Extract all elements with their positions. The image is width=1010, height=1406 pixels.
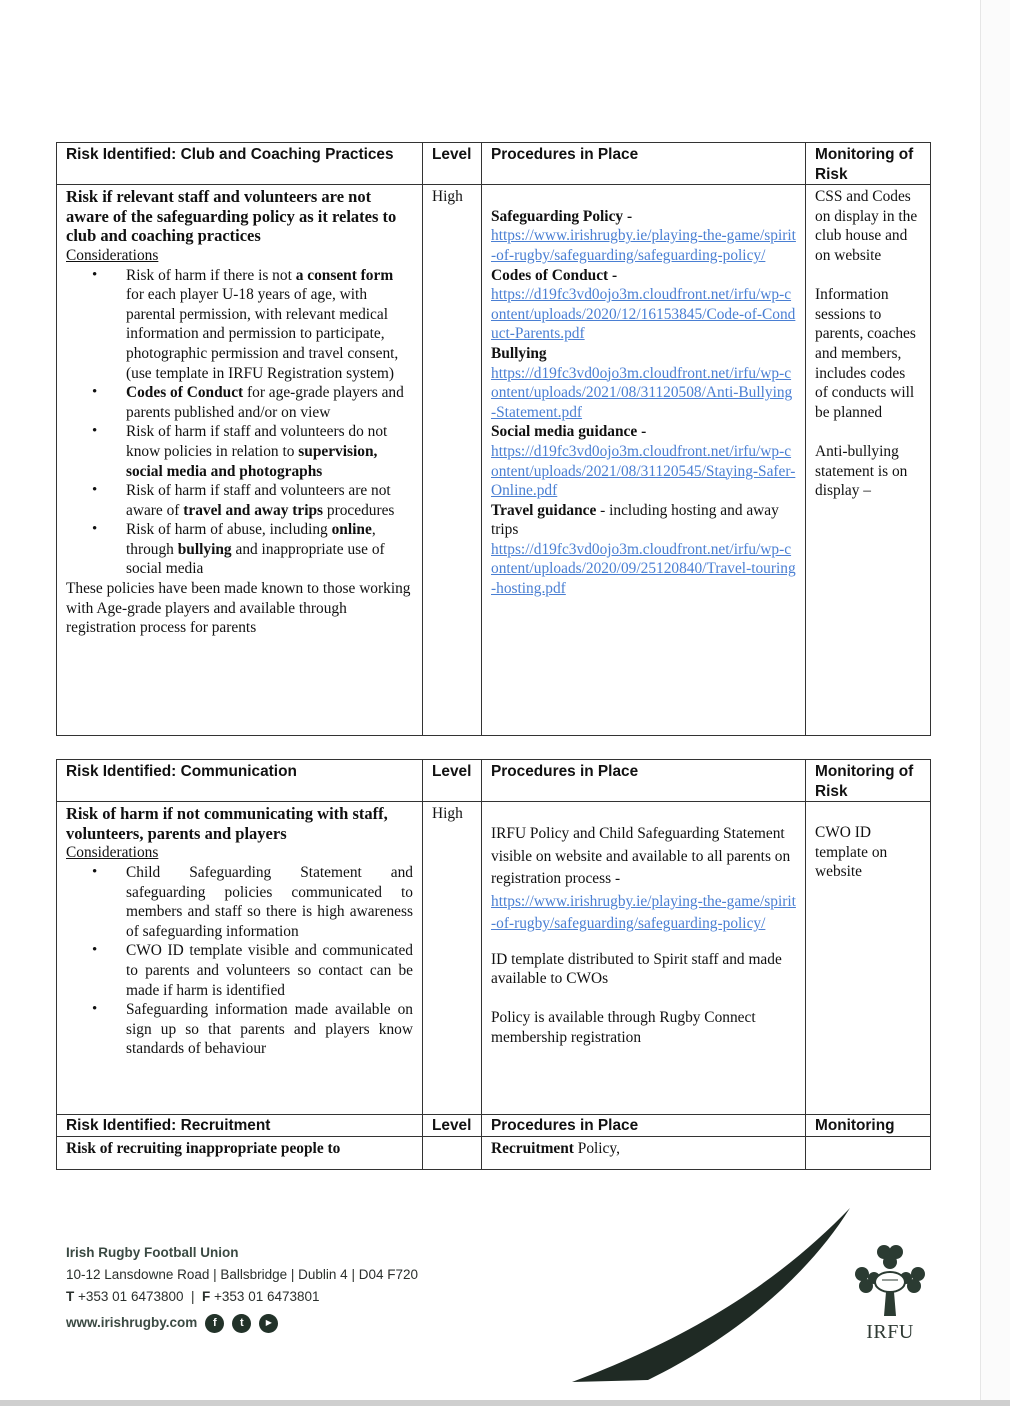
list-item: • Child Safeguarding Statement and safeguarding policies communicated to members and staff so there is high awareness of safeguarding information bbox=[126, 863, 413, 941]
monitoring-item: CWO ID template on website bbox=[815, 824, 888, 881]
considerations-label: Considerations bbox=[66, 246, 159, 264]
header-level: Level bbox=[423, 760, 482, 802]
irfu-logo bbox=[850, 1240, 930, 1344]
youtube-icon[interactable]: ▶ bbox=[259, 1314, 278, 1333]
header-procedures: Procedures in Place bbox=[482, 1115, 806, 1137]
facebook-icon[interactable]: f bbox=[205, 1314, 224, 1333]
considerations-label: Considerations bbox=[66, 844, 159, 862]
risk-table-communication bbox=[56, 759, 931, 1170]
logo-text: IRFU bbox=[866, 1321, 914, 1343]
shamrock-icon bbox=[850, 1240, 930, 1318]
considerations-list bbox=[66, 863, 413, 1059]
considerations-list bbox=[66, 266, 413, 580]
header-procedures: Procedures in Place bbox=[482, 143, 806, 185]
procedure-text: IRFU Policy and Child Safeguarding Statement visible on website and available to all parents on registration process - bbox=[491, 825, 791, 888]
list-item: • Risk of harm if there is not a consent form for each player U-18 years of age, with parental permission, with relevant medical information and permission to participate, photographic permission and travel consent, (use template in IRFU Registration system) bbox=[126, 266, 413, 384]
table-row bbox=[57, 802, 931, 1115]
list-item: • Codes of Conduct for age-grade players and parents published and/or on view bbox=[126, 383, 413, 422]
swoosh-graphic bbox=[560, 1200, 860, 1385]
risk-cell bbox=[57, 185, 423, 736]
page-edge bbox=[980, 0, 1010, 1406]
monitoring-cell bbox=[806, 1136, 931, 1169]
header-risk: Risk Identified: Communication bbox=[57, 760, 423, 802]
monitoring-cell bbox=[806, 802, 931, 1115]
procedures-cell bbox=[482, 802, 806, 1115]
contact-numbers: T +353 01 6473800 | F +353 01 6473801 bbox=[66, 1289, 320, 1304]
monitoring-item: CSS and Codes on display in the club house and on website bbox=[815, 188, 918, 264]
level-cell bbox=[423, 1136, 482, 1169]
level-cell: High bbox=[423, 802, 482, 1115]
page-edge-bottom bbox=[0, 1400, 1010, 1406]
list-item: • Risk of harm if staff and volunteers do not know policies in relation to supervision, social media and photographs bbox=[126, 422, 413, 481]
table-row bbox=[57, 185, 931, 736]
header-risk: Risk Identified: Recruitment bbox=[57, 1115, 423, 1137]
risk-title: Risk if relevant staff and volunteers are not aware of the safeguarding policy as it relates to club and coaching practices bbox=[66, 187, 397, 246]
risk-cell: Risk of recruiting inappropriate people to bbox=[57, 1136, 423, 1169]
website-row bbox=[66, 1308, 418, 1338]
header-monitoring: Monitoring of Risk bbox=[806, 143, 931, 185]
header-monitoring: Monitoring of Risk bbox=[806, 760, 931, 802]
travel-guidance-link[interactable]: https://d19fc3vd0ojo3m.cloudfront.net/irfu/wp-content/uploads/2020/09/25120840/Travel-touring-hosting.pdf bbox=[491, 540, 796, 598]
table-header-row bbox=[57, 1115, 931, 1137]
monitoring-item: Anti-bullying statement is on display – bbox=[815, 442, 908, 500]
social-media-guidance-link[interactable]: https://d19fc3vd0ojo3m.cloudfront.net/irfu/wp-content/uploads/2021/08/31120545/Staying-Safer-Online.pdf bbox=[491, 442, 796, 500]
procedure-title: Bullying bbox=[491, 344, 547, 362]
procedure-title: Travel guidance - including hosting and away trips bbox=[491, 501, 779, 539]
table-header-row bbox=[57, 760, 931, 802]
list-item: • CWO ID template visible and communicated to parents and volunteers so contact can be made if harm is identified bbox=[126, 941, 413, 1000]
bullying-link[interactable]: https://d19fc3vd0ojo3m.cloudfront.net/irfu/wp-content/uploads/2021/08/31120508/Anti-Bullying-Statement.pdf bbox=[491, 364, 793, 421]
header-monitoring: Monitoring bbox=[806, 1115, 931, 1137]
letterhead-footer bbox=[66, 1242, 418, 1338]
safeguarding-policy-link[interactable]: https://www.irishrugby.ie/playing-the-game/spirit-of-rugby/safeguarding/safeguarding-policy/ bbox=[491, 227, 796, 264]
procedure-title: Codes of Conduct - bbox=[491, 266, 618, 284]
address: 10-12 Lansdowne Road | Ballsbridge | Dublin 4 | D04 F720 bbox=[66, 1267, 418, 1282]
procedure-text: Policy is available through Rugby Connect membership registration bbox=[491, 1009, 756, 1047]
website-link[interactable]: www.irishrugby.com bbox=[66, 1315, 198, 1330]
org-name: Irish Rugby Football Union bbox=[66, 1245, 239, 1260]
risk-cell bbox=[57, 802, 423, 1115]
monitoring-cell bbox=[806, 185, 931, 736]
level-cell: High bbox=[423, 185, 482, 736]
twitter-icon[interactable]: t bbox=[232, 1314, 251, 1333]
procedure-title: Safeguarding Policy - bbox=[491, 207, 633, 225]
procedure-title: Social media guidance - bbox=[491, 423, 647, 441]
monitoring-item: Information sessions to parents, coaches and members, includes codes of conducts will be planned bbox=[815, 286, 916, 421]
header-risk: Risk Identified: Club and Coaching Practices bbox=[57, 143, 423, 185]
codes-of-conduct-link[interactable]: https://d19fc3vd0ojo3m.cloudfront.net/irfu/wp-content/uploads/2020/12/16153845/Code-of-Conduct-Parents.pdf bbox=[491, 286, 796, 343]
procedures-cell: Recruitment Policy, bbox=[482, 1136, 806, 1169]
table-header-row bbox=[57, 143, 931, 185]
procedures-cell bbox=[482, 185, 806, 736]
header-level: Level bbox=[423, 1115, 482, 1137]
table-row bbox=[57, 1136, 931, 1169]
closing-note: These policies have been made known to those working with Age-grade players and available through registration process for parents bbox=[66, 580, 411, 637]
header-level: Level bbox=[423, 143, 482, 185]
list-item: • Safeguarding information made available on sign up so that parents and players know standards of behaviour bbox=[126, 1000, 413, 1059]
procedure-text: ID template distributed to Spirit staff and made available to CWOs bbox=[491, 950, 782, 988]
list-item: • Risk of harm of abuse, including online, through bullying and inappropriate use of social media bbox=[126, 520, 413, 579]
list-item: • Risk of harm if staff and volunteers are not aware of travel and away trips procedures bbox=[126, 481, 413, 520]
risk-table-club-coaching bbox=[56, 142, 931, 736]
header-procedures: Procedures in Place bbox=[482, 760, 806, 802]
risk-title: Risk of harm if not communicating with staff, volunteers, parents and players bbox=[66, 804, 388, 843]
safeguarding-policy-link[interactable]: https://www.irishrugby.ie/playing-the-game/spirit-of-rugby/safeguarding/safeguarding-policy/ bbox=[491, 892, 796, 933]
